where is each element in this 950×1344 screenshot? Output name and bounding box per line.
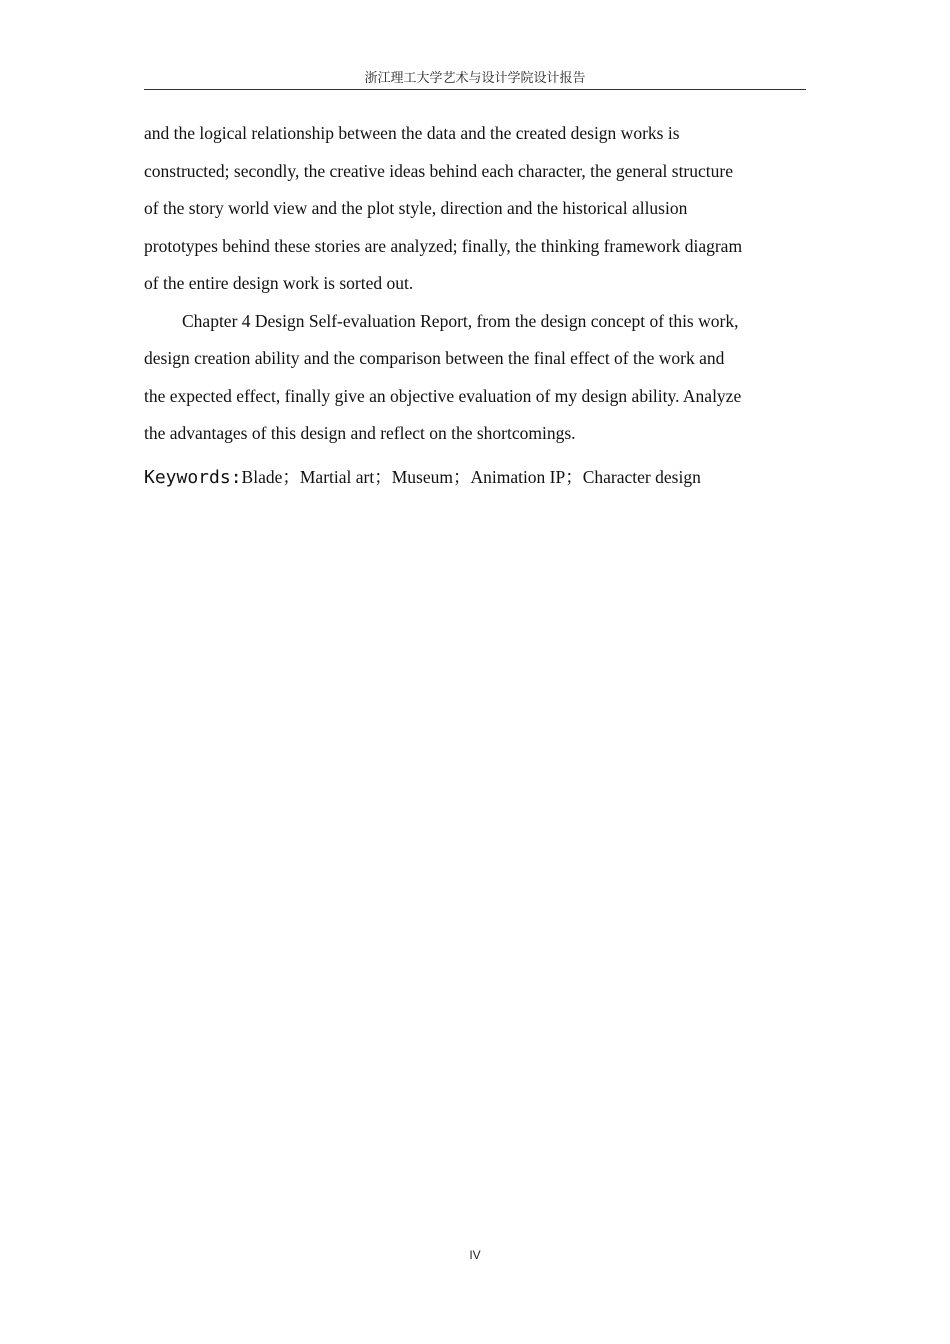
paragraph-2 (144, 303, 806, 453)
body-text (144, 115, 806, 453)
paragraph-1 (144, 115, 806, 303)
page-number: IV (469, 1248, 481, 1262)
keywords (144, 459, 806, 496)
text-line: prototypes behind these stories are analyzed; finally, the thinking framework diagram (144, 235, 743, 256)
text-line: constructed; secondly, the creative ideas behind each character, the general structure (144, 160, 733, 181)
text-line: and the logical relationship between the data and the created design works is (144, 123, 680, 143)
text-line: design creation ability and the comparison between the final effect of the work and (144, 348, 725, 368)
text-line: of the entire design work is sorted out. (144, 273, 414, 293)
text-line: of the story world view and the plot style, direction and the historical allusion (144, 198, 688, 218)
keywords-list: Blade；Martial art；Museum；Animation IP；Character design (241, 467, 701, 487)
running-header: 浙江理工大学艺术与设计学院设计报告 (364, 70, 586, 85)
header-divider (144, 89, 806, 90)
text-line: the expected effect, finally give an objective evaluation of my design ability. Analyze (144, 385, 742, 406)
text-line: the advantages of this design and reflect on the shortcomings. (144, 423, 576, 443)
text-line: Chapter 4 Design Self-evaluation Report, from the design concept of this work, (182, 310, 739, 331)
keywords-label: Keywords: (144, 467, 242, 488)
